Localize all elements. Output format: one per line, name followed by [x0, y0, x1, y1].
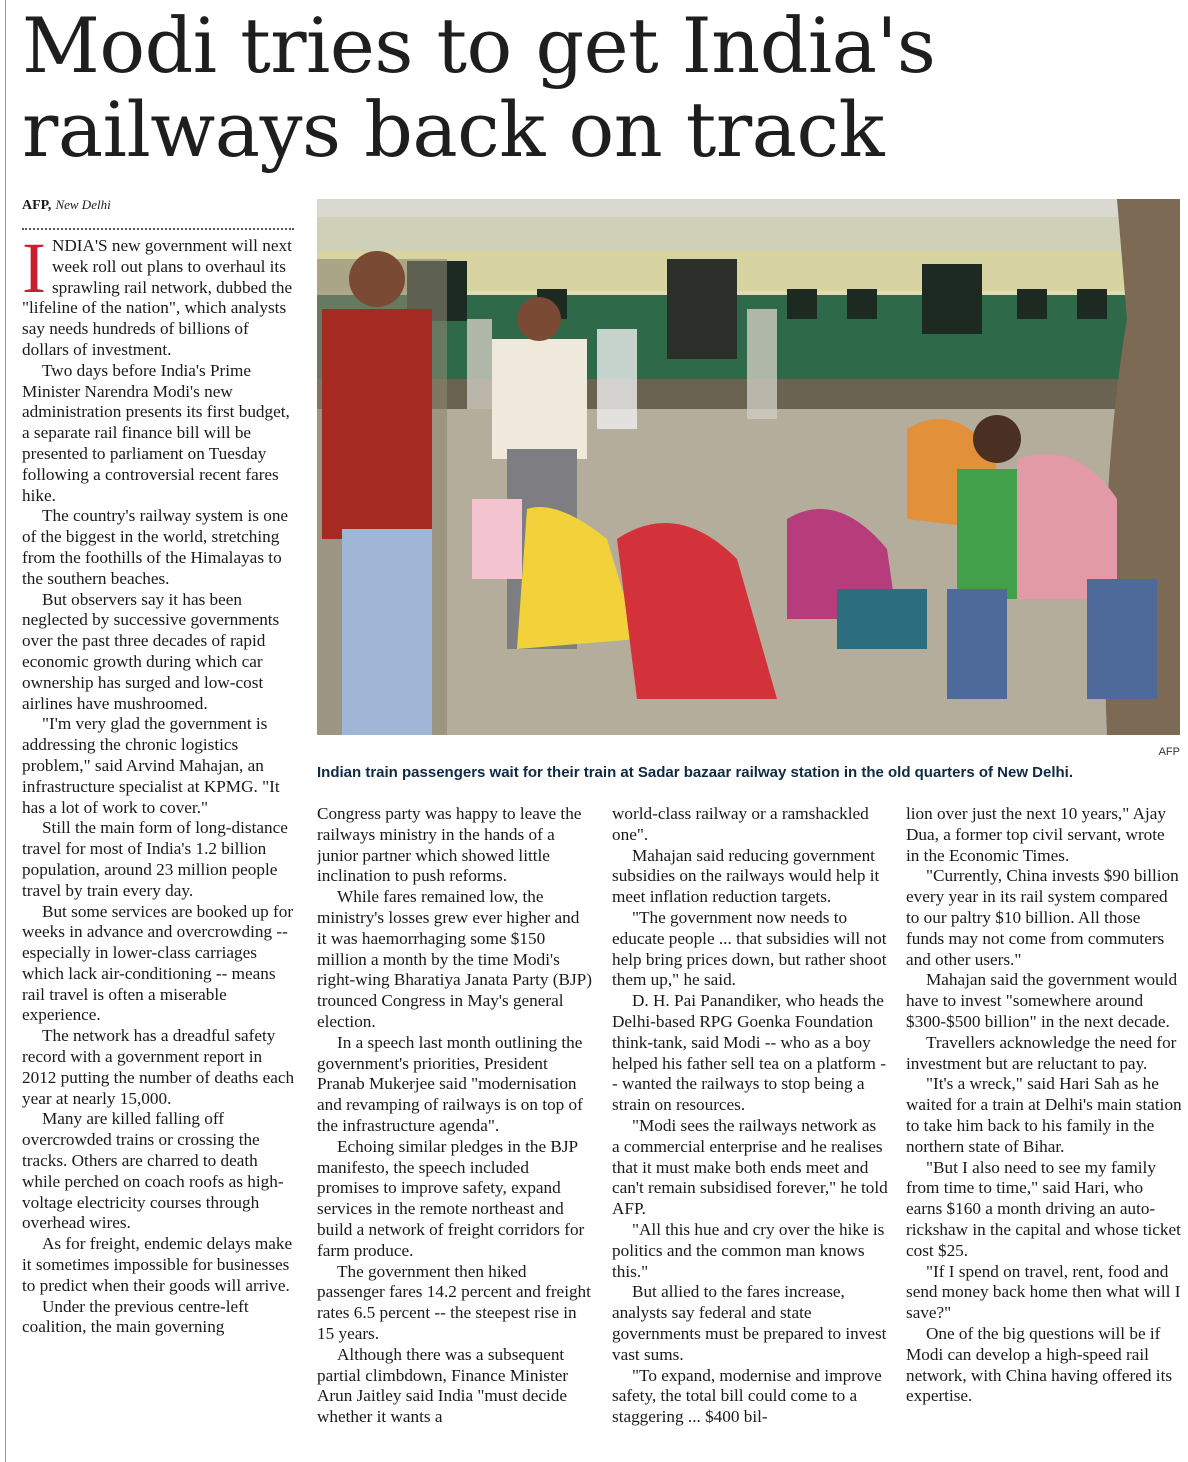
paragraph: The country's railway system is one of the biggest in the world, stretching from the foothills of the Himalayas to the southern beaches.	[22, 506, 289, 588]
paragraph: Still the main form of long-distance travel for most of India's 1.2 billion population, around 23 million people travel by train every day.	[22, 818, 288, 900]
paragraph: In a speech last month outlining the government's priorities, President Pranab Mukerjee said "modernisation and revamping of railways is on top of the infrastructure agenda".	[317, 1032, 583, 1135]
paragraph: "Currently, China invests $90 billion every year in its rail system compared to our paltry $10 billion. All those funds may not come from commuters and other users."	[906, 866, 1179, 969]
page-left-rule	[5, 0, 6, 1462]
article-column-2	[317, 804, 593, 1462]
headline	[22, 1, 1172, 174]
paragraph: While fares remained low, the ministry's losses grew ever higher and it was haemorrhaging some $150 million a month by the time Modi's right-wing Bharatiya Janata Party (BJP) trounced Congress in May's general election.	[317, 887, 592, 1031]
paragraph: Congress party was happy to leave the railways ministry in the hands of a junior partner which showed little inclination to push reforms.	[317, 804, 582, 886]
paragraph: Although there was a subsequent partial climbdown, Finance Minister Arun Jaitley said India "must decide whether it wants a	[317, 1344, 569, 1427]
article-column-3	[612, 804, 888, 1462]
paragraph: Travellers acknowledge the need for investment but are reluctant to pay.	[906, 1032, 1177, 1073]
paragraph: "But I also need to see my family from time to time," said Hari, who earns $160 a month driving an auto-rickshaw in the capital and whose ticket cost $25.	[906, 1157, 1181, 1260]
paragraph: "All this hue and cry over the hike is politics and the common man knows this."	[612, 1219, 885, 1281]
article-column-1	[22, 236, 295, 1462]
paragraph: The government then hiked passenger fares 14.2 percent and freight rates 6.5 percent -- the steepest rise in 15 years.	[317, 1261, 591, 1343]
news-photo	[317, 199, 1180, 735]
paragraph: Under the previous centre-left coalition, the main governing	[22, 1296, 249, 1337]
train-station-photo-illustration	[317, 199, 1180, 735]
paragraph: Mahajan said reducing government subsidies on the railways would help it meet inflation reduction targets.	[612, 845, 880, 907]
paragraph: As for freight, endemic delays make it sometimes impossible for businesses to predict when their goods will arrive.	[22, 1234, 293, 1295]
paragraph: One of the big questions will be if Modi can develop a high-speed rail network, with China having offered its expertise.	[906, 1323, 1173, 1406]
paragraph: Mahajan said the government would have to invest "somewhere around $300-$500 billion" in the next decade.	[906, 970, 1178, 1031]
byline-agency: AFP,	[22, 198, 52, 213]
paragraph: world-class railway or a ramshackled one".	[612, 804, 869, 844]
drop-cap: I	[22, 236, 46, 308]
paragraph: Many are killed falling off overcrowded trains or crossing the tracks. Others are charred to death while perched on coach roofs as high-voltage electricity courses through overhead wires.	[22, 1109, 284, 1233]
paragraph: "If I spend on travel, rent, food and send money back home then what will I save?"	[906, 1261, 1181, 1323]
photo-credit: AFP	[1158, 746, 1180, 758]
paragraph: "To expand, modernise and improve safety, the total bill could come to a staggering ... $400 bil-	[612, 1365, 882, 1427]
paragraph: But some services are booked up for weeks in advance and overcrowding -- especially in lower-class carriages which lack air-conditioning -- means rail travel is often a miserable experience.	[22, 901, 294, 1025]
paragraph: NDIA'S new government will next week roll out plans to overhaul its sprawling rail network, dubbed the "lifeline of the nation", which analysts say needs hundreds of billions of dollars of investment.	[22, 236, 293, 359]
paragraph: But observers say it has been neglected by successive governments over the past three decades of rapid economic growth during which car ownership has surged and low-cost airlines have mushroomed.	[22, 589, 280, 713]
headline-line-2: railways back on track	[22, 85, 885, 174]
photo-caption: Indian train passengers wait for their train at Sadar bazaar railway station in the old quarters of New Delhi.	[317, 764, 1074, 781]
article-column-4	[906, 804, 1182, 1462]
paragraph: But allied to the fares increase, analysts say federal and state governments must be prepared to invest vast sums.	[612, 1282, 887, 1364]
paragraph: lion over just the next 10 years," Ajay Dua, a former top civil servant, wrote in the Economic Times.	[906, 804, 1167, 865]
byline	[22, 197, 111, 214]
headline-line-1: Modi tries to get India's	[22, 1, 936, 90]
paragraph: Echoing similar pledges in the BJP manifesto, the speech included promises to improve safety, expand services in the remote northeast and build a network of freight corridors for farm produce.	[317, 1136, 585, 1260]
paragraph: "The government now needs to educate people ... that subsidies will not help bring prices down, but rather shoot them up," he said.	[612, 907, 887, 990]
paragraph: Two days before India's Prime Minister Narendra Modi's new administration presents its first budget, a separate rail finance bill will be presented to parliament on Tuesday following a controversial recent fares hike.	[22, 360, 290, 505]
paragraph: "It's a wreck," said Hari Sah as he waited for a train at Delhi's main station to take him back to his family in the northern state of Bihar.	[906, 1074, 1182, 1156]
paragraph: "I'm very glad the government is addressing the chronic logistics problem," said Arvind Mahajan, an infrastructure specialist at KPMG. "It has a lot of work to cover."	[22, 714, 280, 817]
byline-place: New Delhi	[55, 197, 111, 212]
paragraph: The network has a dreadful safety record with a government report in 2012 putting the number of deaths each year at nearly 15,000.	[22, 1026, 295, 1108]
paragraph: "Modi sees the railways network as a commercial enterprise and he realises that it must make both ends meet and can't remain subsidised forever," he told AFP.	[612, 1115, 888, 1219]
paragraph: D. H. Pai Panandiker, who heads the Delhi-based RPG Goenka Foundation think-tank, said Modi -- who as a boy helped his father sell tea on a platform -- wanted the railways to stop being a strain on resources.	[612, 991, 886, 1115]
byline-divider	[22, 228, 294, 230]
